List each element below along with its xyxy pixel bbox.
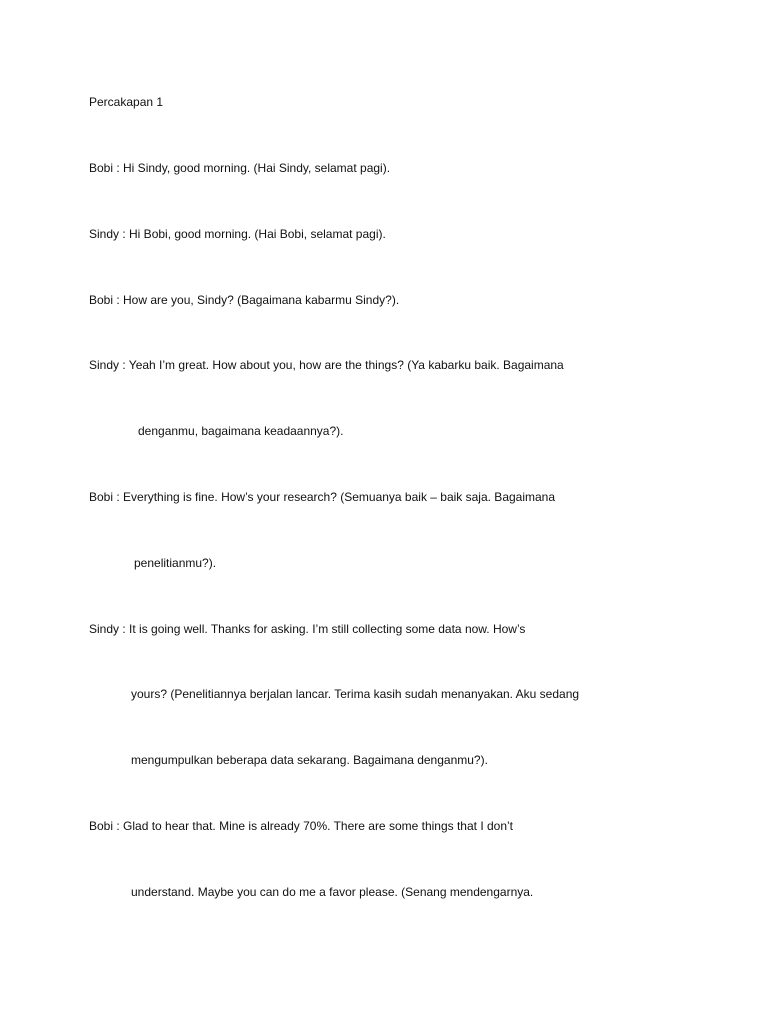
- dialogue-continuation: understand. Maybe you can do me a favor please. (Senang mendengarnya.: [131, 885, 534, 899]
- dialogue-continuation: penelitianmu?).: [134, 556, 217, 570]
- dialogue-line: Bobi : Glad to hear that. Mine is already 70%. There are some things that I don’t: [89, 819, 514, 833]
- dialogue-continuation: mengumpulkan beberapa data sekarang. Bagaimana denganmu?).: [131, 753, 488, 767]
- dialogue-line: Bobi : How are you, Sindy? (Bagaimana kabarmu Sindy?).: [89, 293, 400, 307]
- dialogue-line: Bobi : Everything is fine. How’s your research? (Semuanya baik – baik saja. Bagaimana: [89, 490, 556, 504]
- dialogue-line: Bobi : Hi Sindy, good morning. (Hai Sindy, selamat pagi).: [89, 161, 391, 175]
- dialogue-line: Sindy : Hi Bobi, good morning. (Hai Bobi, selamat pagi).: [89, 227, 386, 241]
- document-heading: Percakapan 1: [89, 95, 164, 109]
- dialogue-continuation: denganmu, bagaimana keadaannya?).: [138, 424, 344, 438]
- dialogue-continuation: yours? (Penelitiannya berjalan lancar. Terima kasih sudah menanyakan. Aku sedang: [131, 687, 580, 701]
- dialogue-line: Sindy : It is going well. Thanks for asking. I’m still collecting some data now. How’s: [89, 622, 526, 636]
- dialogue-line: Sindy : Yeah I’m great. How about you, how are the things? (Ya kabarku baik. Bagaimana: [89, 358, 564, 372]
